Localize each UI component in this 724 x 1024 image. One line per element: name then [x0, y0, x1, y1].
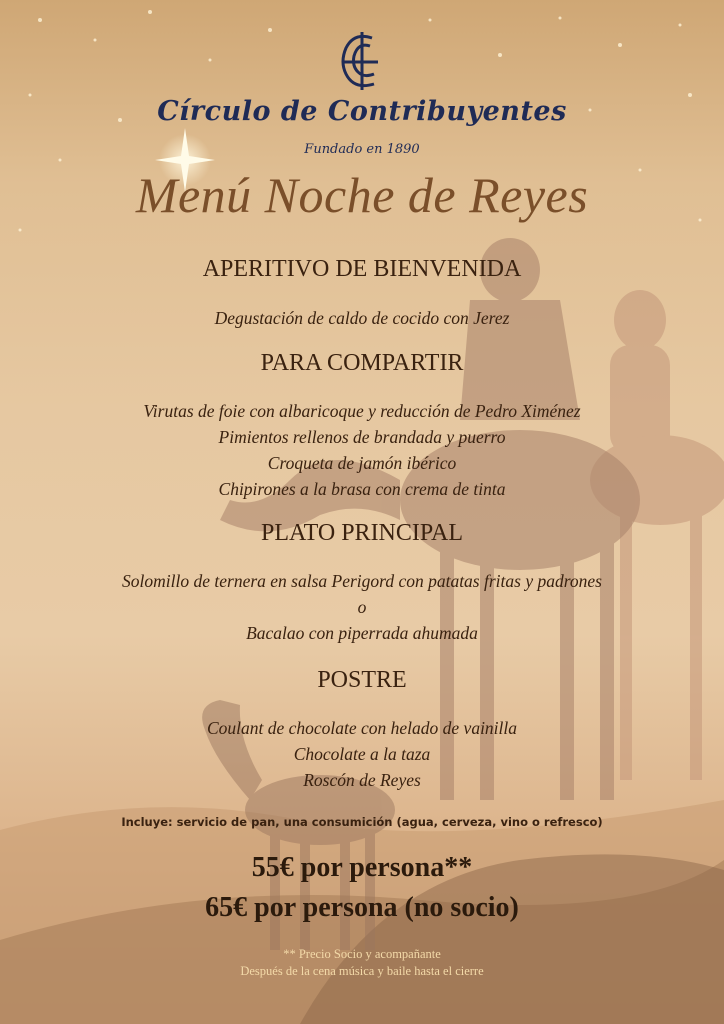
dish-item: Croqueta de jamón ibérico [267, 453, 457, 473]
club-name: Círculo de Contribuyentes [157, 96, 567, 127]
dish-separator: o [357, 597, 367, 617]
price-member: 55€ por persona** [251, 852, 473, 883]
dish-item: Chocolate a la taza [293, 744, 431, 764]
section-heading-postre: POSTRE [317, 667, 407, 693]
section-heading-compartir: PARA COMPARTIR [260, 350, 464, 376]
includes-note: Incluye: servicio de pan, una consumición (agua, cerveza, vino o refresco) [121, 815, 603, 829]
dish-item: Solomillo de ternera en salsa Perigord con patatas fritas y padrones [122, 571, 602, 591]
dish-item: Degustación de caldo de cocido con Jerez [214, 308, 510, 328]
ce-monogram-icon [332, 28, 388, 94]
footnote-music: Después de la cena música y baile hasta el cierre [240, 964, 484, 978]
dish-item: Bacalao con piperrada ahumada [246, 623, 478, 643]
footnote-member: ** Precio Socio y acompañante [283, 947, 441, 961]
menu-title: Menú Noche de Reyes [135, 167, 589, 223]
dish-item: Chipirones a la brasa con crema de tinta [218, 479, 506, 499]
dish-item: Roscón de Reyes [303, 770, 421, 790]
section-heading-aperitivo: APERITIVO DE BIENVENIDA [202, 256, 522, 282]
founded-date: Fundado en 1890 [304, 142, 420, 157]
dish-item: Virutas de foie con albaricoque y reducción de Pedro Ximénez [143, 401, 581, 421]
dish-item: Coulant de chocolate con helado de vainilla [206, 718, 518, 738]
section-heading-principal: PLATO PRINCIPAL [260, 520, 464, 546]
price-non-member: 65€ por persona (no socio) [205, 892, 519, 923]
dish-item: Pimientos rellenos de brandada y puerro [218, 427, 506, 447]
